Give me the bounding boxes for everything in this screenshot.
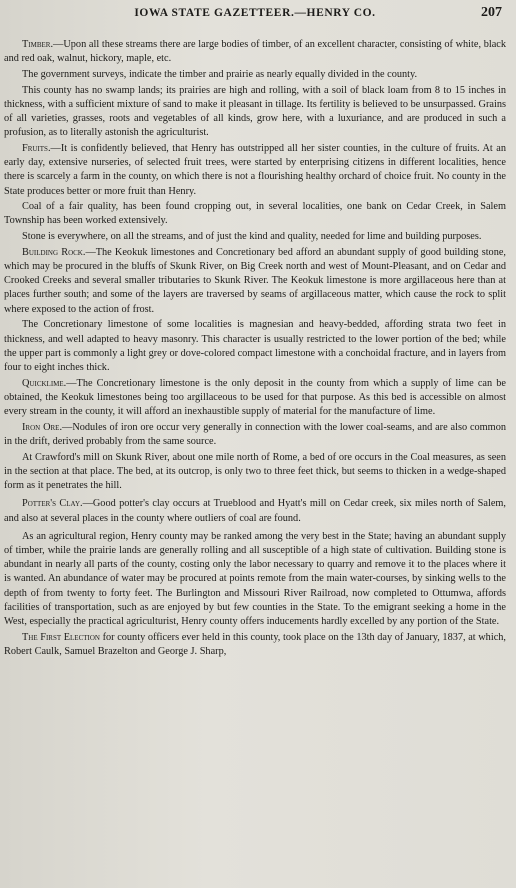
paragraph-text: —Good potter's clay occurs at Trueblood and Hyatt's mill on Cedar creek, six miles north of Salem, and also at several places in the county where outliers of coal are found.	[4, 498, 506, 524]
paragraph-timber	[4, 38, 506, 66]
paragraph-text: At Crawford's mill on Skunk River, about one mile north of Rome, a bed of ore occurs in the Coal measures, as seen in the section at that place. The bed, at its outcrop, is only two to three feet thick, but seems to thicken in a wedge-shaped form as it penetrates the hill.	[4, 451, 506, 492]
paragraph-text: As an agricultural region, Henry county may be ranked among the very best in the State; having an abundant supply of timber, while the prairie lands are generally rolling and all susceptible of a high state of cultivation. Building stone is abundant in nearly all parts of the county, costing only the labor necessary to quarry and remove it to the places where it is wanted. An abundance of water may be procured at points remote from the main water-courses, by sinking wells to the depth of from twenty to forty feet. The Burlington and Missouri River Railroad, now completed to Ottumwa, affords facilities of transportation, such as are enjoyed by but few counties in the State. To the emigrant seeking a home in the West, especially the practical agriculturist, Henry county offers inducements hardly excelled by any portion of the State.	[4, 530, 506, 627]
paragraph-building-rock	[4, 246, 506, 317]
paragraph-iron-ore	[4, 421, 506, 449]
running-title: IOWA STATE GAZETTEER.—HENRY CO.	[134, 7, 376, 19]
section-heading: Iron Ore.	[22, 421, 63, 433]
paragraph-soil	[4, 84, 506, 141]
paragraph-quicklime	[4, 377, 506, 420]
paragraph-text: —Upon all these streams there are large bodies of timber, of an excellent character, consisting of white, black and red oak, walnut, hickory, maple, etc.	[4, 39, 506, 65]
section-heading: Fruits.	[22, 142, 51, 154]
paragraph-text: The Concretionary limestone of some localities is magnesian and heavy-bedded, affording strata two feet in thickness, and well adapted to heavy masonry. This character is usually restricted to the lower portion of the bed; while the upper part is commonly a light grey or dove-colored compact limestone with a conchoidal fracture, and in layers from four to eight inches thick.	[4, 319, 506, 373]
paragraph-text: —Nodules of iron ore occur very generally in connection with the lower coal-seams, and are also common in the drift, derived probably from the same source.	[4, 421, 506, 447]
paragraph-potters-clay	[4, 497, 506, 525]
paragraph-agricultural-region	[4, 530, 506, 629]
paragraph-surveys	[4, 68, 506, 82]
paragraph-text: The government surveys, indicate the timber and prairie as nearly equally divided in the county.	[22, 68, 418, 80]
paragraph-text: Coal of a fair quality, has been found cropping out, in several localities, one bank on Cedar Creek, in Salem Township has been worked extensively.	[4, 201, 506, 227]
paragraph-first-election	[4, 631, 506, 659]
paragraph-text: —The Concretionary limestone is the only deposit in the county from which a supply of lime can be obtained, the Keokuk limestones being too argillaceous to be used for that purpose. As this bed is accessible on almost every stream in the county, it will afford an inexhaustible supply of material for the manufacture of lime.	[4, 377, 506, 418]
paragraph-concretionary	[4, 318, 506, 375]
page-header	[4, 4, 506, 22]
paragraph-coal	[4, 200, 506, 228]
paragraph-crawfords-mill	[4, 451, 506, 494]
paragraph-stone	[4, 230, 506, 244]
section-heading: Quicklime.	[22, 377, 67, 389]
section-heading: Building Rock.	[22, 246, 86, 258]
section-heading: The First Election	[22, 631, 100, 643]
paragraph-text: —The Keokuk limestones and Concretionary bed afford an abundant supply of good building stone, which may be procured in the bluffs of Skunk River, on Big Creek north and west of Mount-Pleasant, and on Cedar and Crooked Creeks and several smaller tributaries to Skunk River. The Keokuk limestone is more argillaceous here than at places further south; and some of the layers are traversed by seams of argillaceous matter, which cause the rock to split where exposed to the action of frost.	[4, 246, 507, 315]
paragraph-text: for county officers ever held in this county, took place on the 13th day of January, 1837, at which, Robert Caulk, Samuel Brazelton and George J. Sharp,	[4, 631, 506, 657]
article-body	[4, 38, 506, 659]
paragraph-fruits	[4, 142, 506, 199]
section-heading: Timber.	[22, 39, 54, 50]
paragraph-text: Stone is everywhere, on all the streams, and of just the kind and quality, needed for lime and building purposes.	[22, 231, 482, 243]
paragraph-text: This county has no swamp lands; its prairies are high and rolling, with a soil of black loam from 8 to 15 inches in thickness, with a sufficient mixture of sand to make it pleasant in tillage. Its fertility is believed to be unsurpassed. Grains of all varieties, grasses, roots and vegetables of all kinds, grow here, with a luxuriance, and are produced in such a profusion, as to literally astonish the agriculturist.	[4, 84, 506, 139]
page-number: 207	[481, 5, 502, 20]
paragraph-text: —It is confidently believed, that Henry has outstripped all her sister counties, in the culture of fruits. At an early day, extensive nurseries, of selected fruit trees, were started by enterprising citizens in different localities, hence there is scarcely a farm in the county, on which there is not a flourishing healthy orchard of choice fruit. No county in the State produces better or more fruit than Henry.	[4, 142, 506, 197]
section-heading: Potter's Clay.	[22, 498, 83, 510]
